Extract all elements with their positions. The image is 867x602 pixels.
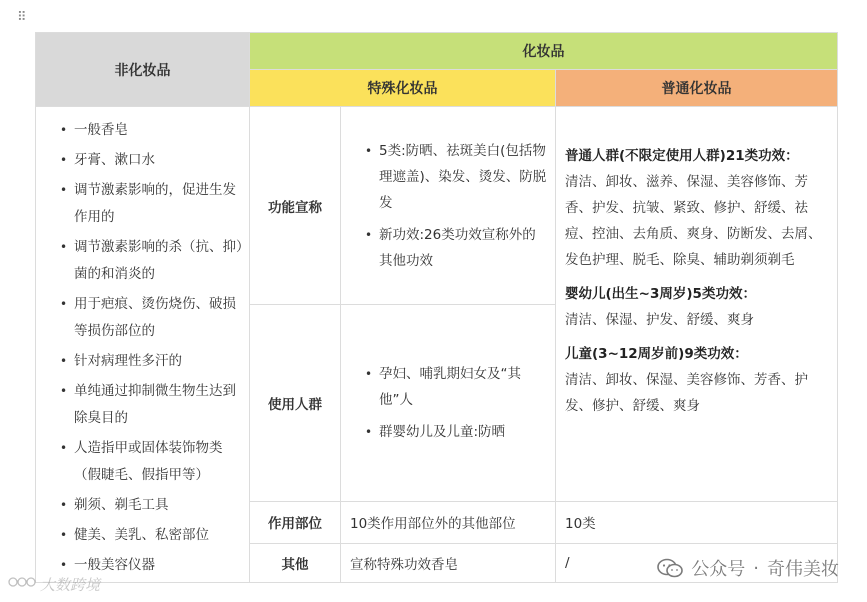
row-label-area: 作用部位 — [250, 501, 341, 544]
general-group-body: 清洁、保湿、护发、舒缓、爽身 — [565, 312, 754, 328]
special-other-cell: 宣称特殊功效香皂 — [341, 544, 556, 583]
row-label-efficacy: 功能宣称 — [250, 107, 341, 305]
watermark-account: 奇伟美妆 — [767, 559, 839, 580]
watermark-separator: · — [753, 557, 759, 579]
drag-handle-icon[interactable]: ⠿ — [17, 10, 26, 25]
general-efficacy-groups — [565, 143, 829, 419]
non-cosmetic-item: • 一般香皂 — [36, 117, 249, 144]
wechat-icon — [657, 558, 683, 578]
corner-watermark-text: 大数跨境 — [40, 575, 101, 594]
corner-watermark — [8, 572, 100, 596]
special-efficacy-item: • 5类:防晒、祛斑美白(包括物理遮盖)、染发、烫发、防脱发 — [341, 138, 555, 216]
non-cosmetic-item: • 人造指甲或固体装饰物类（假睫毛、假指甲等） — [36, 435, 249, 489]
non-cosmetic-item: • 剃须、剃毛工具 — [36, 492, 249, 519]
special-efficacy-cell — [341, 107, 556, 305]
general-area-cell: 10类 — [556, 501, 838, 544]
non-cosmetic-item: • 用于疤痕、烫伤烧伤、破损等损伤部位的 — [36, 291, 249, 345]
header-general-cosmetic: 普通化妆品 — [556, 70, 838, 107]
non-cosmetic-item: • 一般美容仪器 — [36, 552, 249, 579]
corner-logo-icon — [8, 575, 36, 593]
general-group-title: 婴幼儿(出生~3周岁)5类功效： — [565, 286, 756, 302]
special-area-cell: 10类作用部位外的其他部位 — [341, 501, 556, 544]
special-population-item: • 孕妇、哺乳期妇女及“其他”人 — [341, 361, 555, 413]
row-label-population: 使用人群 — [250, 305, 341, 501]
special-efficacy-list — [341, 138, 555, 274]
watermark-prefix: 公众号 — [691, 559, 746, 580]
special-population-list — [341, 361, 555, 445]
general-group-body: 清洁、卸妆、保湿、美容修饰、芳香、护发、修护、舒缓、爽身 — [565, 372, 808, 414]
general-group-body: 清洁、卸妆、滋养、保湿、美容修饰、芳香、护发、抗皱、紧致、修护、舒缓、祛痘、控油、去角质、爽身、防断发、去屑、发色护理、脱毛、除臭、辅助剃须剃毛 — [565, 174, 822, 268]
header-special-cosmetic: 特殊化妆品 — [250, 70, 556, 107]
non-cosmetic-list — [36, 117, 249, 579]
general-other-cell: / — [556, 544, 838, 583]
non-cosmetic-item: • 牙膏、漱口水 — [36, 147, 249, 174]
special-population-item: • 群婴幼儿及儿童:防晒 — [341, 419, 555, 445]
wechat-watermark — [657, 555, 839, 581]
general-efficacy-cell — [556, 107, 838, 502]
general-group-title: 普通人群(不限定使用人群)21类功效： — [565, 148, 799, 164]
special-efficacy-item: • 新功效:26类功效宣称外的其他功效 — [341, 222, 555, 274]
general-group-title: 儿童(3~12周岁前)9类功效： — [565, 346, 748, 362]
row-label-other: 其他 — [250, 544, 341, 583]
non-cosmetic-item: • 针对病理性多汗的 — [36, 348, 249, 375]
header-cosmetic: 化妆品 — [250, 33, 838, 70]
comparison-table — [35, 32, 838, 583]
header-non-cosmetic: 非化妆品 — [36, 33, 250, 107]
non-cosmetic-item: • 单纯通过抑制微生物生达到除臭目的 — [36, 378, 249, 432]
non-cosmetic-item: • 调节激素影响的，促进生发作用的 — [36, 177, 249, 231]
non-cosmetic-item: • 调节激素影响的杀（抗、抑）菌的和消炎的 — [36, 234, 249, 288]
non-cosmetic-item: • 健美、美乳、私密部位 — [36, 522, 249, 549]
non-cosmetic-list-cell — [36, 107, 250, 583]
special-population-cell — [341, 305, 556, 501]
